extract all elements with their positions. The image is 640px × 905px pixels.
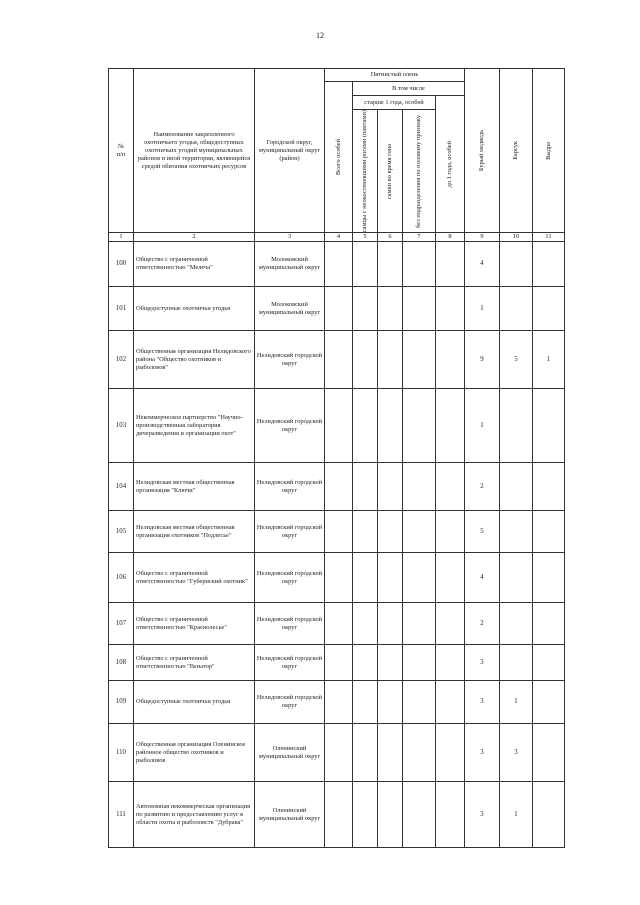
column-index-cell: 10 <box>500 233 533 242</box>
row-district: Нелидовский городской округ <box>255 331 325 389</box>
row-unsexed <box>403 724 436 782</box>
row-males <box>353 511 378 553</box>
row-young <box>436 782 465 848</box>
row-otter <box>533 724 565 782</box>
row-males <box>353 331 378 389</box>
row-number: 110 <box>109 724 134 782</box>
table-row <box>109 331 565 389</box>
row-bear: 2 <box>465 463 500 511</box>
table-row <box>109 389 565 463</box>
column-index-cell: 5 <box>353 233 378 242</box>
row-young <box>436 287 465 331</box>
table-row <box>109 463 565 511</box>
row-number: 104 <box>109 463 134 511</box>
row-district: Молоковский муниципальный округ <box>255 287 325 331</box>
row-females <box>378 389 403 463</box>
row-badger: 1 <box>500 782 533 848</box>
row-organization-name: Общественная организация Нелидовского района "Общество охотников и рыболовов" <box>134 331 255 389</box>
row-total <box>325 511 353 553</box>
row-unsexed <box>403 331 436 389</box>
row-bear: 3 <box>465 724 500 782</box>
row-males <box>353 724 378 782</box>
header-older: старше 1 года, особей <box>353 96 436 110</box>
row-number: 100 <box>109 242 134 287</box>
row-number: 102 <box>109 331 134 389</box>
row-young <box>436 511 465 553</box>
row-males <box>353 681 378 724</box>
row-number: 103 <box>109 389 134 463</box>
column-index-cell: 2 <box>134 233 255 242</box>
row-badger <box>500 553 533 603</box>
row-district: Молоковский муниципальный округ <box>255 242 325 287</box>
row-males <box>353 782 378 848</box>
row-females <box>378 645 403 681</box>
row-badger <box>500 511 533 553</box>
row-organization-name: Общедоступные охотничьи угодья <box>134 287 255 331</box>
row-total <box>325 724 353 782</box>
row-males <box>353 645 378 681</box>
row-badger <box>500 242 533 287</box>
header-males: самцы с неокостеневшими рогами (пантами) <box>353 110 378 233</box>
row-total <box>325 645 353 681</box>
column-index-cell: 9 <box>465 233 500 242</box>
row-number: 101 <box>109 287 134 331</box>
row-otter <box>533 782 565 848</box>
row-otter <box>533 553 565 603</box>
row-young <box>436 463 465 511</box>
row-otter <box>533 389 565 463</box>
row-otter <box>533 645 565 681</box>
row-young <box>436 553 465 603</box>
row-females <box>378 603 403 645</box>
row-number: 111 <box>109 782 134 848</box>
row-district: Нелидовский городской округ <box>255 553 325 603</box>
row-unsexed <box>403 603 436 645</box>
row-organization-name: Некоммерческое партнерство "Научно-производственная лаборатория дичеразведения и организации охот" <box>134 389 255 463</box>
row-unsexed <box>403 681 436 724</box>
header-bear: Бурый медведь <box>465 69 500 233</box>
column-index-cell: 6 <box>378 233 403 242</box>
row-females <box>378 681 403 724</box>
row-females <box>378 553 403 603</box>
row-unsexed <box>403 463 436 511</box>
row-district: Оленинский муниципальный округ <box>255 724 325 782</box>
row-district: Нелидовский городской округ <box>255 603 325 645</box>
row-females <box>378 724 403 782</box>
row-unsexed <box>403 553 436 603</box>
row-organization-name: Общество с ограниченной ответственностью "Мелеча" <box>134 242 255 287</box>
row-males <box>353 463 378 511</box>
header-including: В том числе <box>353 82 465 96</box>
header-group: Пятнистый олень <box>325 69 465 82</box>
row-district: Нелидовский городской округ <box>255 389 325 463</box>
column-index-cell: 7 <box>403 233 436 242</box>
row-number: 108 <box>109 645 134 681</box>
row-number: 109 <box>109 681 134 724</box>
table-row <box>109 724 565 782</box>
row-organization-name: Общество с ограниченной ответственностью "Венатор" <box>134 645 255 681</box>
row-females <box>378 782 403 848</box>
row-number: 107 <box>109 603 134 645</box>
row-badger: 5 <box>500 331 533 389</box>
header-unsexed: без подразделения по половому признаку <box>403 110 436 233</box>
header-district: Городской округ, муниципальный округ (район) <box>255 69 325 233</box>
column-index-cell: 1 <box>109 233 134 242</box>
row-district: Нелидовский городской округ <box>255 463 325 511</box>
row-total <box>325 782 353 848</box>
row-young <box>436 603 465 645</box>
row-district: Нелидовский городской округ <box>255 645 325 681</box>
hunting-resources-table <box>108 68 565 848</box>
column-index-cell: 11 <box>533 233 565 242</box>
row-females <box>378 463 403 511</box>
row-otter: 1 <box>533 331 565 389</box>
row-organization-name: Нелидовская местная общественная организация "Ключи" <box>134 463 255 511</box>
row-organization-name: Нелидовская местная общественная организация охотников "Подлесье" <box>134 511 255 553</box>
table-row <box>109 511 565 553</box>
row-females <box>378 287 403 331</box>
row-organization-name: Общество с ограниченной ответственностью "Краснолесье" <box>134 603 255 645</box>
row-bear: 3 <box>465 645 500 681</box>
column-index-cell: 4 <box>325 233 353 242</box>
row-otter <box>533 287 565 331</box>
row-unsexed <box>403 389 436 463</box>
header-num: № п/п <box>109 69 134 233</box>
header-name: Наименование закрепленного охотничьего угодья, общедоступных охотничьих угодий муниципальных районов и иной территории, являющейся средой обитания охотничьих ресурсов <box>134 69 255 233</box>
row-district: Нелидовский городской округ <box>255 511 325 553</box>
row-organization-name: Общедоступные охотничьи угодья <box>134 681 255 724</box>
row-bear: 4 <box>465 553 500 603</box>
row-organization-name: Автономная некоммерческая организация по развитию и предоставлению услуг в области охоты и рыболовств "Дубрава" <box>134 782 255 848</box>
row-total <box>325 287 353 331</box>
row-total <box>325 681 353 724</box>
row-females <box>378 511 403 553</box>
row-district: Оленинский муниципальный округ <box>255 782 325 848</box>
row-number: 105 <box>109 511 134 553</box>
row-total <box>325 331 353 389</box>
row-organization-name: Общественная организация Оленинское районное общество охотников и рыболовов <box>134 724 255 782</box>
row-unsexed <box>403 287 436 331</box>
header-otter: Выдра <box>533 69 565 233</box>
table-row <box>109 645 565 681</box>
row-young <box>436 724 465 782</box>
row-number: 106 <box>109 553 134 603</box>
row-badger <box>500 389 533 463</box>
row-bear: 2 <box>465 603 500 645</box>
row-total <box>325 242 353 287</box>
column-index-cell: 8 <box>436 233 465 242</box>
row-otter <box>533 463 565 511</box>
row-otter <box>533 681 565 724</box>
row-organization-name: Общество с ограниченной ответственностью "Губернский охотник" <box>134 553 255 603</box>
row-young <box>436 645 465 681</box>
page-number: 12 <box>316 31 324 40</box>
row-otter <box>533 242 565 287</box>
row-unsexed <box>403 782 436 848</box>
row-unsexed <box>403 242 436 287</box>
row-unsexed <box>403 511 436 553</box>
row-otter <box>533 511 565 553</box>
row-young <box>436 331 465 389</box>
row-males <box>353 287 378 331</box>
row-bear: 4 <box>465 242 500 287</box>
row-total <box>325 389 353 463</box>
row-young <box>436 242 465 287</box>
row-bear: 1 <box>465 389 500 463</box>
row-bear: 3 <box>465 681 500 724</box>
row-badger <box>500 645 533 681</box>
row-total <box>325 603 353 645</box>
row-males <box>353 603 378 645</box>
row-total <box>325 463 353 511</box>
row-bear: 1 <box>465 287 500 331</box>
row-badger <box>500 287 533 331</box>
column-index-cell: 3 <box>255 233 325 242</box>
table-row <box>109 242 565 287</box>
row-males <box>353 553 378 603</box>
row-unsexed <box>403 645 436 681</box>
row-bear: 9 <box>465 331 500 389</box>
row-bear: 3 <box>465 782 500 848</box>
row-young <box>436 389 465 463</box>
row-otter <box>533 603 565 645</box>
row-young <box>436 681 465 724</box>
table-row <box>109 681 565 724</box>
header-badger: Барсук <box>500 69 533 233</box>
table-row <box>109 603 565 645</box>
header-females: самки во время гона <box>378 110 403 233</box>
header-young: до 1 года, особей <box>436 96 465 233</box>
table-row <box>109 553 565 603</box>
row-district: Нелидовский городской округ <box>255 681 325 724</box>
row-badger <box>500 463 533 511</box>
row-females <box>378 242 403 287</box>
row-total <box>325 553 353 603</box>
row-males <box>353 242 378 287</box>
header-total: Всего особей <box>325 82 353 233</box>
table-row <box>109 782 565 848</box>
column-index-row <box>109 233 565 242</box>
row-males <box>353 389 378 463</box>
row-badger <box>500 603 533 645</box>
row-badger: 1 <box>500 681 533 724</box>
row-bear: 5 <box>465 511 500 553</box>
table-row <box>109 287 565 331</box>
row-females <box>378 331 403 389</box>
row-badger: 3 <box>500 724 533 782</box>
